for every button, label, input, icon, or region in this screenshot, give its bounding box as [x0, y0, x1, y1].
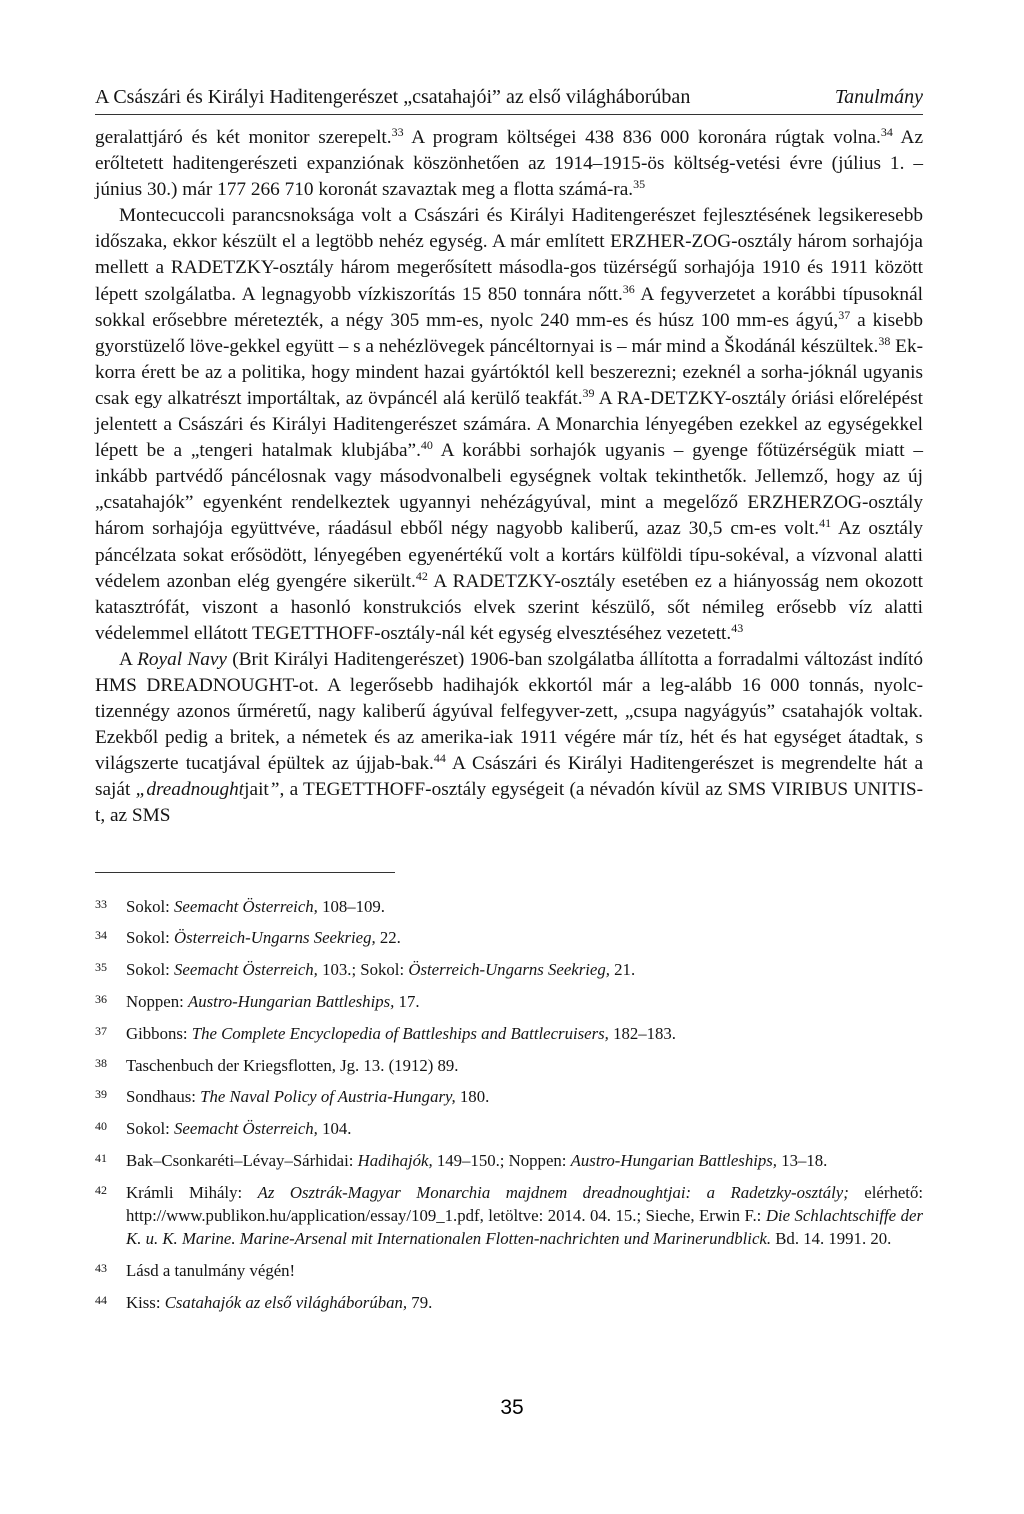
footnote-number: 36	[95, 991, 107, 1006]
footnote-text: Sokol: Seemacht Österreich, 103.; Sokol: Österreich-Ungarns Seekrieg, 21.	[126, 960, 636, 980]
footnote-37	[95, 1022, 923, 1045]
footnote-40	[95, 1117, 923, 1140]
text-run: A RA-DETZKY-osztály óriási előrelépést jelentett a Császári és Királyi Haditengerészet számára. A Monarchia lényegében ezekkel az egységekkel lépett be a „tengeri hatalmak klubjába”.	[95, 387, 923, 462]
footnote-ref-33[interactable]: 33	[391, 125, 404, 139]
italic-run: „dreadnought	[135, 779, 245, 801]
footnote-text: Noppen: Austro-Hungarian Battleships, 17.	[126, 991, 420, 1011]
italic-run: Royal Navy	[137, 648, 227, 670]
text-run: A	[119, 648, 138, 670]
text-run: a kisebb gyorstüzelő löve-gekkel együtt – s a nehézlövegek páncéltornyai is – már mind a Škodánál készültek.	[95, 309, 924, 357]
footnote-ref-40[interactable]: 40	[420, 438, 433, 453]
footnote-number: 38	[95, 1055, 107, 1070]
footnote-number: 33	[95, 896, 107, 911]
footnote-ref-39[interactable]: 39	[582, 385, 595, 400]
page-number: 35	[500, 1396, 524, 1419]
footnote-ref-35[interactable]: 35	[633, 177, 646, 192]
footnote-43	[95, 1259, 923, 1282]
paragraph-2	[95, 203, 923, 647]
footnotes	[95, 895, 923, 1314]
text-run: Az erőltetett haditengerészeti expanziónak köszönhetően az 1914–1915-ös költség-vetési évre (július 1. – június 30.) már 177 266 710 koronát szavaztak meg a flotta számá-ra.	[95, 127, 923, 201]
text-run: A korábbi sorhajók ugyanis – gyenge főtüzérségük miatt – inkább partvédő páncélosnak vagy másodvonalbeli egységnek voltak tekinthetők. Jellemző, hogy az új „csatahajók” egyenként rendelkeztek ugyannyi nehézágyúval, mint a megelőző ERZHERZOG-osztály három sorhajója együttvéve, ráadásul ebből négy nagyobb kaliberű, azaz 30,5 cm-es volt.	[95, 440, 924, 540]
footnote-number: 39	[95, 1087, 107, 1102]
footnote-35	[95, 958, 923, 981]
footnote-text: Sondhaus: The Naval Policy of Austria-Hungary, 180.	[126, 1087, 490, 1107]
footnote-36	[95, 990, 923, 1013]
footnote-ref-34[interactable]: 34	[880, 125, 893, 139]
body-text	[95, 125, 923, 830]
footnote-ref-44[interactable]: 44	[433, 751, 446, 766]
footnote-44	[95, 1291, 923, 1314]
text-run: geralattjáró és két monitor szerepelt.	[95, 127, 392, 148]
footnote-ref-41[interactable]: 41	[819, 516, 832, 531]
footnote-text: Gibbons: The Complete Encyclopedia of Battleships and Battlecruisers, 182–183.	[126, 1023, 676, 1043]
footnote-ref-38[interactable]: 38	[878, 333, 891, 348]
footnote-text: Lásd a tanulmány végén!	[126, 1260, 296, 1280]
footnote-number: 34	[95, 928, 107, 943]
text-run: Az osztály páncélzata sokat erősödött, lényegében egyenértékű volt a kortárs külföldi típu-sokéval, a vízvonal alatti védelem azonban elég gyengére sikerült.	[95, 518, 923, 592]
running-header	[95, 82, 923, 115]
footnote-ref-37[interactable]: 37	[838, 307, 851, 322]
footnote-ref-36[interactable]: 36	[622, 281, 635, 296]
footnote-42	[95, 1181, 923, 1251]
text-run: A Császári és Királyi Haditengerészet is megrendelte hát a saját	[95, 753, 924, 801]
footnote-text: Taschenbuch der Kriegsflotten, Jg. 13. (1912) 89.	[126, 1055, 459, 1075]
document-page	[95, 82, 923, 1323]
footnote-39	[95, 1085, 923, 1108]
footnote-text: Krámli Mihály: Az Osztrák-Magyar Monarchia majdnem dreadnoughtjai: a Radetzky-osztály; elérhető: http://www.publikon.hu/application/essay/109_1.pdf, letöltve: 2014. 04. 15.; Sieche, Erwin F.: Die Schlachtschiffe der K. u. K. Marine. Marine-Arsenal mit Internationalen Flotten-nachrichten und Marinerundblick. Bd. 14. 1991. 20.	[126, 1182, 923, 1249]
footnote-number: 41	[95, 1150, 107, 1165]
footnote-number: 42	[95, 1182, 107, 1197]
footnote-ref-42[interactable]: 42	[415, 568, 428, 583]
header-section: Tanulmány	[834, 86, 923, 108]
footnote-number: 37	[95, 1023, 107, 1038]
footnote-34	[95, 926, 923, 949]
paragraph-3	[95, 647, 923, 830]
text-run: A program költségei 438 836 000 koronára rúgtak volna.	[403, 127, 881, 148]
text-run: A RADETZKY-osztály esetében ez a hiányosság nem okozott katasztrófát, viszont a hasonló konstrukciós elvek szerint készülő, sőt némileg erősebb víz alatti védelemmel ellátott TEGETTHOFF-osztály-nál két egység elvesztéséhez vezetett.	[95, 570, 923, 644]
footnote-number: 35	[95, 960, 107, 975]
text-run: , a TEGETTHOFF-osztály egységeit (a névadón kívül az SMS VIRIBUS UNITIS-t, az SMS	[95, 779, 924, 827]
footnote-38	[95, 1054, 923, 1077]
footnote-number: 43	[95, 1260, 107, 1275]
text-run: (Brit Királyi Haditengerészet) 1906-ban szolgálatba állította a forradalmi változást indító HMS DREADNOUGHT-ot. A legerősebb hadihajók ekkortól már a leg-alább 16 000 tonnás, nyolc-tizennégy azonos űrméretű, nagy kaliberű ágyúval felfegyver-zett, „csupa nagyágyús” csatahajók voltak. Ezekből pedig a britek, a németek és az amerika-iak 1911 végére már tíz, hét és hat egységet átadtak, s világszerte tucatjával épültek az újjab-bak.	[95, 648, 923, 775]
footnote-33	[95, 895, 923, 918]
footnote-text: Sokol: Seemacht Österreich, 104.	[126, 1119, 352, 1139]
footnote-text: Bak–Csonkaréti–Lévay–Sárhidai: Hadihajók, 149–150.; Noppen: Austro-Hungarian Battleships, 13–18.	[126, 1150, 828, 1170]
footnote-number: 44	[95, 1292, 107, 1307]
footnote-text: Kiss: Csatahajók az első világháborúban, 79.	[126, 1292, 433, 1312]
footnote-text: Sokol: Österreich-Ungarns Seekrieg, 22.	[126, 928, 401, 948]
text-run: Ek-korra érett be az a politika, hogy mindent hazai gyártóktól kell beszerezni; ezeknél a sorha-jóknál ugyanis csak egy alkatrészt importáltak, az övpáncél alá kerülő teakfát.	[95, 335, 924, 409]
footnote-divider	[95, 872, 395, 873]
text-run: jait	[244, 779, 269, 801]
paragraph-1	[95, 125, 923, 203]
footnote-41	[95, 1149, 923, 1172]
italic-run: ”	[268, 779, 280, 801]
header-title: A Császári és Királyi Haditengerészet „csatahajói” az első világháborúban	[95, 86, 691, 108]
footnote-ref-43[interactable]: 43	[731, 620, 744, 635]
text-run: Montecuccoli parancsnoksága volt a Császári és Királyi Haditengerészet fejlesztésének legsikeresebb időszaka, ekkor készült el a legtöbb nehéz egység. A már említett ERZHER-ZOG-osztály három sorhajója mellett a RADETZKY-osztály három megerősített másodla-gos tüzérségű sorhajója 1910 és 1911 között lépett szolgálatba. A legnagyobb vízkiszorítás 15 850 tonnára nőtt.	[95, 205, 923, 305]
footnote-number: 40	[95, 1119, 107, 1134]
footnote-text: Sokol: Seemacht Österreich, 108–109.	[126, 896, 385, 916]
text-run: A fegyverzetet a korábbi típusoknál sokkal erősebbre méretezték, a négy 305 mm-es, nyolc 240 mm-es és húsz 100 mm-es ágyú,	[95, 283, 923, 331]
